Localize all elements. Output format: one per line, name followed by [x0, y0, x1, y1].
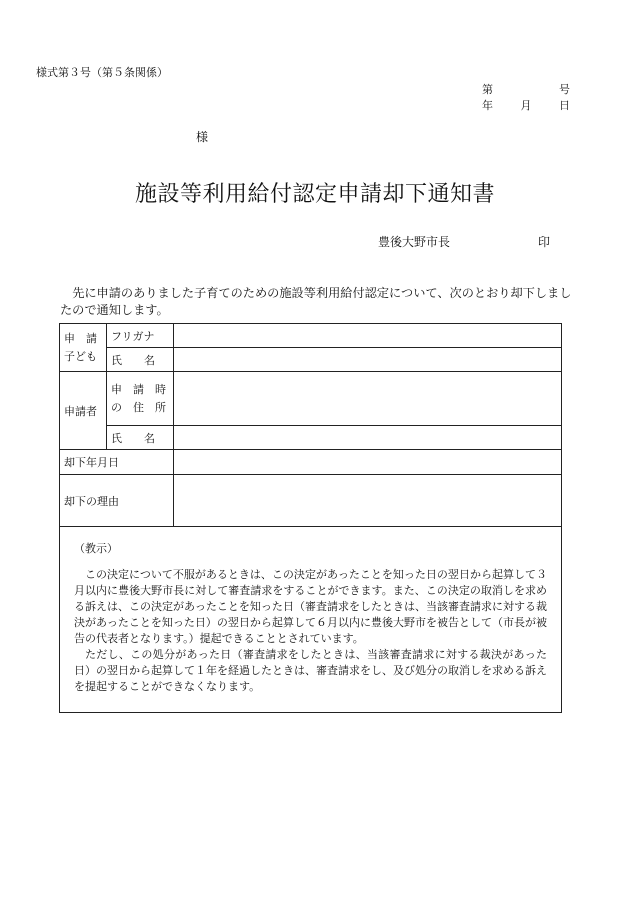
date-year: 年: [482, 99, 493, 112]
notice-box: [60, 527, 562, 713]
doc-number-suffix: 号: [559, 83, 570, 96]
rejection-date-field[interactable]: [174, 450, 562, 475]
date-day: 日: [559, 99, 570, 112]
rejection-date-label: 却下年月日: [60, 450, 174, 475]
notice-paragraph-1: この決定について不服があるときは、この決定があったことを知った日の翌日から起算して３月以内に豊後大野市長に対して審査請求をすることができます。また、この決定の取消しを求める訴えは、この決定があったことを知った日（審査請求をしたときは、当該審査請求に対する裁決があったことを知った日）の翌日から起算して６月以内に豊後大野市を被告として（市長が被告の代表者となります。）提起できることとされています。: [74, 568, 547, 645]
rejection-reason-field[interactable]: [174, 475, 562, 527]
rejection-reason-label: 却下の理由: [60, 475, 174, 527]
child-group-label: [60, 324, 107, 372]
furigana-label: フリガナ: [107, 324, 174, 348]
document-number-date: [482, 81, 570, 113]
child-name-label: 氏 名: [107, 348, 174, 372]
table-row: [60, 475, 562, 527]
page-title: 施設等利用給付認定申請却下通知書: [134, 182, 495, 207]
intro-text: 先に申請のありました子育てのための施設等利用給付認定について、次のとおり却下しましたので通知します。: [60, 286, 572, 317]
issuer-name: 豊後大野市長: [378, 235, 451, 249]
address-label-line1: 申 請 時: [111, 382, 166, 396]
table-row: [60, 372, 562, 426]
furigana-field[interactable]: [174, 324, 562, 348]
table-row: [60, 348, 562, 372]
address-label: [107, 372, 174, 426]
child-group-line1: 申 請: [64, 331, 97, 345]
table-row: [60, 450, 562, 475]
notice-heading: （教示）: [74, 542, 118, 555]
address-label-line2: の 住 所: [111, 400, 166, 414]
issuer-seal: 印: [537, 235, 550, 249]
applicant-name-label: 氏 名: [107, 426, 174, 450]
table-row: [60, 527, 562, 713]
document-date: [482, 97, 570, 113]
rejection-form-table: [59, 323, 562, 713]
form-number: 様式第３号（第５条関係）: [36, 66, 168, 79]
address-field[interactable]: [174, 372, 562, 426]
table-row: [60, 324, 562, 348]
issuer: [378, 233, 550, 250]
date-month: 月: [520, 99, 532, 112]
table-row: [60, 426, 562, 450]
child-name-field[interactable]: [174, 348, 562, 372]
document-number: [482, 81, 570, 97]
doc-number-prefix: 第: [482, 83, 493, 96]
applicant-name-field[interactable]: [174, 426, 562, 450]
notice-paragraph-2: ただし、この処分があった日（審査請求をしたときは、当該審査請求に対する裁決があった日）の翌日から起算して１年を経過したときは、審査請求をし、及び処分の取消しを求める訴えを提起することができなくなります。: [74, 648, 547, 693]
addressee: 様: [196, 130, 209, 144]
applicant-group-label: 申請者: [60, 372, 107, 450]
child-group-line2: 子ども: [64, 349, 97, 363]
